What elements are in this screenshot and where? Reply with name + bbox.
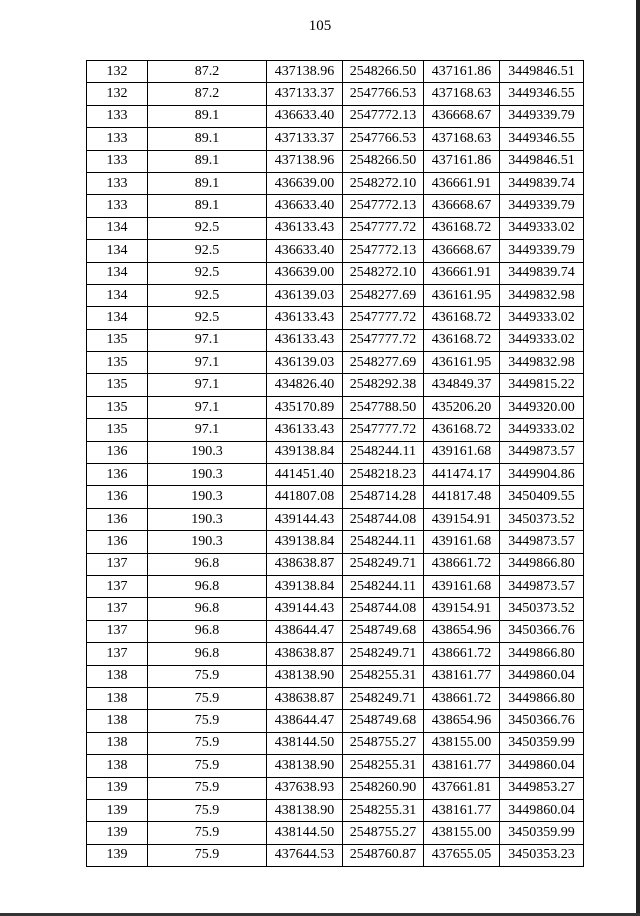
x2-coord-cell: 437161.86 — [424, 61, 500, 83]
table-row — [87, 172, 584, 194]
x2-coord-cell: 437168.63 — [424, 128, 500, 150]
y2-coord-cell: 3449853.27 — [500, 777, 584, 799]
x-coord-cell: 436133.43 — [267, 217, 343, 239]
y2-coord-cell: 3449873.57 — [500, 575, 584, 597]
table-row — [87, 486, 584, 508]
plot-number-cell: 135 — [87, 396, 148, 418]
area-cell: 92.5 — [148, 217, 267, 239]
y-coord-cell: 2548249.71 — [343, 643, 424, 665]
plot-number-cell: 136 — [87, 486, 148, 508]
y-coord-cell: 2547777.72 — [343, 217, 424, 239]
table-row — [87, 128, 584, 150]
x-coord-cell: 437644.53 — [267, 844, 343, 866]
x-coord-cell: 439144.43 — [267, 508, 343, 530]
y-coord-cell: 2548755.27 — [343, 822, 424, 844]
coordinates-table — [86, 60, 584, 867]
x-coord-cell: 436633.40 — [267, 240, 343, 262]
x2-coord-cell: 438155.00 — [424, 822, 500, 844]
y2-coord-cell: 3449339.79 — [500, 195, 584, 217]
table-row — [87, 396, 584, 418]
plot-number-cell: 132 — [87, 83, 148, 105]
plot-number-cell: 132 — [87, 61, 148, 83]
y-coord-cell: 2548277.69 — [343, 352, 424, 374]
plot-number-cell: 133 — [87, 105, 148, 127]
table-row — [87, 61, 584, 83]
x-coord-cell: 436139.03 — [267, 284, 343, 306]
x2-coord-cell: 441817.48 — [424, 486, 500, 508]
y2-coord-cell: 3449839.74 — [500, 262, 584, 284]
y2-coord-cell: 3449346.55 — [500, 83, 584, 105]
x-coord-cell: 438144.50 — [267, 732, 343, 754]
y-coord-cell: 2547766.53 — [343, 128, 424, 150]
x2-coord-cell: 438661.72 — [424, 643, 500, 665]
y-coord-cell: 2548277.69 — [343, 284, 424, 306]
plot-number-cell: 133 — [87, 150, 148, 172]
table-row — [87, 83, 584, 105]
plot-number-cell: 136 — [87, 531, 148, 553]
x2-coord-cell: 435206.20 — [424, 396, 500, 418]
plot-number-cell: 139 — [87, 844, 148, 866]
x-coord-cell: 436133.43 — [267, 307, 343, 329]
y2-coord-cell: 3449860.04 — [500, 799, 584, 821]
x-coord-cell: 438638.87 — [267, 553, 343, 575]
area-cell: 89.1 — [148, 172, 267, 194]
y2-coord-cell: 3450353.23 — [500, 844, 584, 866]
x-coord-cell: 438138.90 — [267, 665, 343, 687]
x-coord-cell: 436139.03 — [267, 352, 343, 374]
plot-number-cell: 135 — [87, 419, 148, 441]
plot-number-cell: 136 — [87, 441, 148, 463]
x2-coord-cell: 438654.96 — [424, 620, 500, 642]
area-cell: 96.8 — [148, 620, 267, 642]
table-row — [87, 105, 584, 127]
plot-number-cell: 137 — [87, 598, 148, 620]
y-coord-cell: 2548244.11 — [343, 575, 424, 597]
y-coord-cell: 2548755.27 — [343, 732, 424, 754]
plot-number-cell: 134 — [87, 307, 148, 329]
x-coord-cell: 437133.37 — [267, 83, 343, 105]
x2-coord-cell: 438161.77 — [424, 665, 500, 687]
y2-coord-cell: 3449815.22 — [500, 374, 584, 396]
table-row — [87, 419, 584, 441]
area-cell: 75.9 — [148, 710, 267, 732]
table-row — [87, 777, 584, 799]
x2-coord-cell: 437168.63 — [424, 83, 500, 105]
x2-coord-cell: 438161.77 — [424, 799, 500, 821]
area-cell: 75.9 — [148, 732, 267, 754]
y2-coord-cell: 3449333.02 — [500, 329, 584, 351]
plot-number-cell: 135 — [87, 352, 148, 374]
area-cell: 190.3 — [148, 531, 267, 553]
area-cell: 97.1 — [148, 374, 267, 396]
y2-coord-cell: 3449904.86 — [500, 464, 584, 486]
table-row — [87, 352, 584, 374]
table-row — [87, 374, 584, 396]
x2-coord-cell: 436161.95 — [424, 352, 500, 374]
y2-coord-cell: 3449339.79 — [500, 105, 584, 127]
plot-number-cell: 135 — [87, 374, 148, 396]
area-cell: 87.2 — [148, 83, 267, 105]
y-coord-cell: 2548218.23 — [343, 464, 424, 486]
y-coord-cell: 2548266.50 — [343, 150, 424, 172]
table-row — [87, 822, 584, 844]
x2-coord-cell: 439161.68 — [424, 575, 500, 597]
y-coord-cell: 2547777.72 — [343, 419, 424, 441]
area-cell: 75.9 — [148, 822, 267, 844]
y2-coord-cell: 3449333.02 — [500, 419, 584, 441]
table-row — [87, 643, 584, 665]
y2-coord-cell: 3449333.02 — [500, 307, 584, 329]
table-row — [87, 598, 584, 620]
area-cell: 92.5 — [148, 240, 267, 262]
area-cell: 190.3 — [148, 441, 267, 463]
y-coord-cell: 2548255.31 — [343, 665, 424, 687]
x2-coord-cell: 438654.96 — [424, 710, 500, 732]
y2-coord-cell: 3449339.79 — [500, 240, 584, 262]
x-coord-cell: 434826.40 — [267, 374, 343, 396]
y-coord-cell: 2548255.31 — [343, 799, 424, 821]
x2-coord-cell: 437161.86 — [424, 150, 500, 172]
plot-number-cell: 135 — [87, 329, 148, 351]
x-coord-cell: 437133.37 — [267, 128, 343, 150]
x-coord-cell: 441807.08 — [267, 486, 343, 508]
area-cell: 97.1 — [148, 352, 267, 374]
area-cell: 75.9 — [148, 665, 267, 687]
area-cell: 92.5 — [148, 262, 267, 284]
y2-coord-cell: 3449832.98 — [500, 284, 584, 306]
table-row — [87, 150, 584, 172]
y-coord-cell: 2548749.68 — [343, 710, 424, 732]
y-coord-cell: 2547772.13 — [343, 105, 424, 127]
x2-coord-cell: 436668.67 — [424, 105, 500, 127]
x-coord-cell: 436133.43 — [267, 329, 343, 351]
area-cell: 75.9 — [148, 844, 267, 866]
x2-coord-cell: 436661.91 — [424, 262, 500, 284]
page-number: 105 — [308, 18, 332, 34]
area-cell: 89.1 — [148, 195, 267, 217]
y-coord-cell: 2548255.31 — [343, 755, 424, 777]
y-coord-cell: 2548714.28 — [343, 486, 424, 508]
y-coord-cell: 2548744.08 — [343, 508, 424, 530]
y2-coord-cell: 3449839.74 — [500, 172, 584, 194]
y-coord-cell: 2548272.10 — [343, 172, 424, 194]
x-coord-cell: 439144.43 — [267, 598, 343, 620]
table-row — [87, 710, 584, 732]
x2-coord-cell: 439154.91 — [424, 598, 500, 620]
x2-coord-cell: 439154.91 — [424, 508, 500, 530]
table-row — [87, 329, 584, 351]
table-row — [87, 195, 584, 217]
area-cell: 89.1 — [148, 105, 267, 127]
y2-coord-cell: 3449346.55 — [500, 128, 584, 150]
scan-edge-right — [636, 0, 640, 916]
y2-coord-cell: 3449866.80 — [500, 553, 584, 575]
plot-number-cell: 136 — [87, 464, 148, 486]
x2-coord-cell: 439161.68 — [424, 441, 500, 463]
y-coord-cell: 2547788.50 — [343, 396, 424, 418]
x2-coord-cell: 436661.91 — [424, 172, 500, 194]
x2-coord-cell: 436161.95 — [424, 284, 500, 306]
y2-coord-cell: 3449832.98 — [500, 352, 584, 374]
y2-coord-cell: 3449860.04 — [500, 665, 584, 687]
x2-coord-cell: 434849.37 — [424, 374, 500, 396]
area-cell: 89.1 — [148, 150, 267, 172]
area-cell: 96.8 — [148, 575, 267, 597]
table-row — [87, 732, 584, 754]
plot-number-cell: 133 — [87, 128, 148, 150]
area-cell: 96.8 — [148, 553, 267, 575]
table-row — [87, 844, 584, 866]
table-row — [87, 620, 584, 642]
y2-coord-cell: 3449873.57 — [500, 531, 584, 553]
y-coord-cell: 2547766.53 — [343, 83, 424, 105]
area-cell: 190.3 — [148, 464, 267, 486]
x2-coord-cell: 436168.72 — [424, 217, 500, 239]
y-coord-cell: 2548272.10 — [343, 262, 424, 284]
x2-coord-cell: 436668.67 — [424, 195, 500, 217]
y-coord-cell: 2548749.68 — [343, 620, 424, 642]
table-row — [87, 531, 584, 553]
plot-number-cell: 134 — [87, 284, 148, 306]
x-coord-cell: 438638.87 — [267, 687, 343, 709]
x2-coord-cell: 436168.72 — [424, 329, 500, 351]
plot-number-cell: 138 — [87, 732, 148, 754]
area-cell: 87.2 — [148, 61, 267, 83]
area-cell: 89.1 — [148, 128, 267, 150]
plot-number-cell: 137 — [87, 643, 148, 665]
x-coord-cell: 436639.00 — [267, 262, 343, 284]
y-coord-cell: 2547772.13 — [343, 240, 424, 262]
area-cell: 75.9 — [148, 777, 267, 799]
y2-coord-cell: 3449333.02 — [500, 217, 584, 239]
x2-coord-cell: 439161.68 — [424, 531, 500, 553]
plot-number-cell: 138 — [87, 687, 148, 709]
x-coord-cell: 437138.96 — [267, 150, 343, 172]
area-cell: 190.3 — [148, 486, 267, 508]
plot-number-cell: 136 — [87, 508, 148, 530]
plot-number-cell: 133 — [87, 172, 148, 194]
area-cell: 96.8 — [148, 598, 267, 620]
plot-number-cell: 137 — [87, 620, 148, 642]
y2-coord-cell: 3449866.80 — [500, 687, 584, 709]
y2-coord-cell: 3450359.99 — [500, 822, 584, 844]
table-row — [87, 553, 584, 575]
y2-coord-cell: 3449866.80 — [500, 643, 584, 665]
coordinates-table-body — [87, 61, 584, 867]
x-coord-cell: 438138.90 — [267, 755, 343, 777]
x2-coord-cell: 438155.00 — [424, 732, 500, 754]
x2-coord-cell: 438661.72 — [424, 687, 500, 709]
table-row — [87, 755, 584, 777]
x-coord-cell: 436633.40 — [267, 195, 343, 217]
table-row — [87, 799, 584, 821]
area-cell: 190.3 — [148, 508, 267, 530]
plot-number-cell: 137 — [87, 575, 148, 597]
table-row — [87, 464, 584, 486]
area-cell: 75.9 — [148, 687, 267, 709]
y-coord-cell: 2548244.11 — [343, 441, 424, 463]
area-cell: 75.9 — [148, 799, 267, 821]
x-coord-cell: 439138.84 — [267, 531, 343, 553]
table-row — [87, 307, 584, 329]
plot-number-cell: 134 — [87, 217, 148, 239]
plot-number-cell: 139 — [87, 822, 148, 844]
y-coord-cell: 2548744.08 — [343, 598, 424, 620]
table-row — [87, 508, 584, 530]
table-row — [87, 262, 584, 284]
x2-coord-cell: 437655.05 — [424, 844, 500, 866]
table-row — [87, 687, 584, 709]
y2-coord-cell: 3449320.00 — [500, 396, 584, 418]
x2-coord-cell: 438161.77 — [424, 755, 500, 777]
area-cell: 97.1 — [148, 419, 267, 441]
area-cell: 92.5 — [148, 307, 267, 329]
table-row — [87, 284, 584, 306]
y-coord-cell: 2548249.71 — [343, 553, 424, 575]
table-row — [87, 665, 584, 687]
area-cell: 92.5 — [148, 284, 267, 306]
x-coord-cell: 438638.87 — [267, 643, 343, 665]
y-coord-cell: 2547777.72 — [343, 307, 424, 329]
table-row — [87, 217, 584, 239]
x-coord-cell: 438138.90 — [267, 799, 343, 821]
y2-coord-cell: 3449860.04 — [500, 755, 584, 777]
area-cell: 96.8 — [148, 643, 267, 665]
y2-coord-cell: 3450373.52 — [500, 508, 584, 530]
plot-number-cell: 133 — [87, 195, 148, 217]
plot-number-cell: 139 — [87, 799, 148, 821]
y-coord-cell: 2547772.13 — [343, 195, 424, 217]
x2-coord-cell: 437661.81 — [424, 777, 500, 799]
x-coord-cell: 436633.40 — [267, 105, 343, 127]
y2-coord-cell: 3450359.99 — [500, 732, 584, 754]
x-coord-cell: 438144.50 — [267, 822, 343, 844]
plot-number-cell: 138 — [87, 665, 148, 687]
plot-number-cell: 137 — [87, 553, 148, 575]
y2-coord-cell: 3449846.51 — [500, 61, 584, 83]
plot-number-cell: 138 — [87, 710, 148, 732]
x-coord-cell: 435170.89 — [267, 396, 343, 418]
plot-number-cell: 138 — [87, 755, 148, 777]
y-coord-cell: 2547777.72 — [343, 329, 424, 351]
area-cell: 97.1 — [148, 329, 267, 351]
y2-coord-cell: 3449846.51 — [500, 150, 584, 172]
x-coord-cell: 436133.43 — [267, 419, 343, 441]
plot-number-cell: 139 — [87, 777, 148, 799]
x-coord-cell: 441451.40 — [267, 464, 343, 486]
x2-coord-cell: 436168.72 — [424, 419, 500, 441]
y2-coord-cell: 3449873.57 — [500, 441, 584, 463]
y-coord-cell: 2548266.50 — [343, 61, 424, 83]
y2-coord-cell: 3450373.52 — [500, 598, 584, 620]
plot-number-cell: 134 — [87, 262, 148, 284]
x2-coord-cell: 441474.17 — [424, 464, 500, 486]
x-coord-cell: 437138.96 — [267, 61, 343, 83]
y2-coord-cell: 3450366.76 — [500, 620, 584, 642]
area-cell: 75.9 — [148, 755, 267, 777]
x2-coord-cell: 436668.67 — [424, 240, 500, 262]
table-row — [87, 240, 584, 262]
x2-coord-cell: 438661.72 — [424, 553, 500, 575]
y-coord-cell: 2548760.87 — [343, 844, 424, 866]
x-coord-cell: 438644.47 — [267, 620, 343, 642]
y-coord-cell: 2548260.90 — [343, 777, 424, 799]
x2-coord-cell: 436168.72 — [424, 307, 500, 329]
y-coord-cell: 2548292.38 — [343, 374, 424, 396]
x-coord-cell: 439138.84 — [267, 575, 343, 597]
table-row — [87, 441, 584, 463]
x-coord-cell: 437638.93 — [267, 777, 343, 799]
x-coord-cell: 436639.00 — [267, 172, 343, 194]
y2-coord-cell: 3450409.55 — [500, 486, 584, 508]
area-cell: 97.1 — [148, 396, 267, 418]
y-coord-cell: 2548249.71 — [343, 687, 424, 709]
table-row — [87, 575, 584, 597]
y2-coord-cell: 3450366.76 — [500, 710, 584, 732]
x-coord-cell: 439138.84 — [267, 441, 343, 463]
plot-number-cell: 134 — [87, 240, 148, 262]
y-coord-cell: 2548244.11 — [343, 531, 424, 553]
x-coord-cell: 438644.47 — [267, 710, 343, 732]
